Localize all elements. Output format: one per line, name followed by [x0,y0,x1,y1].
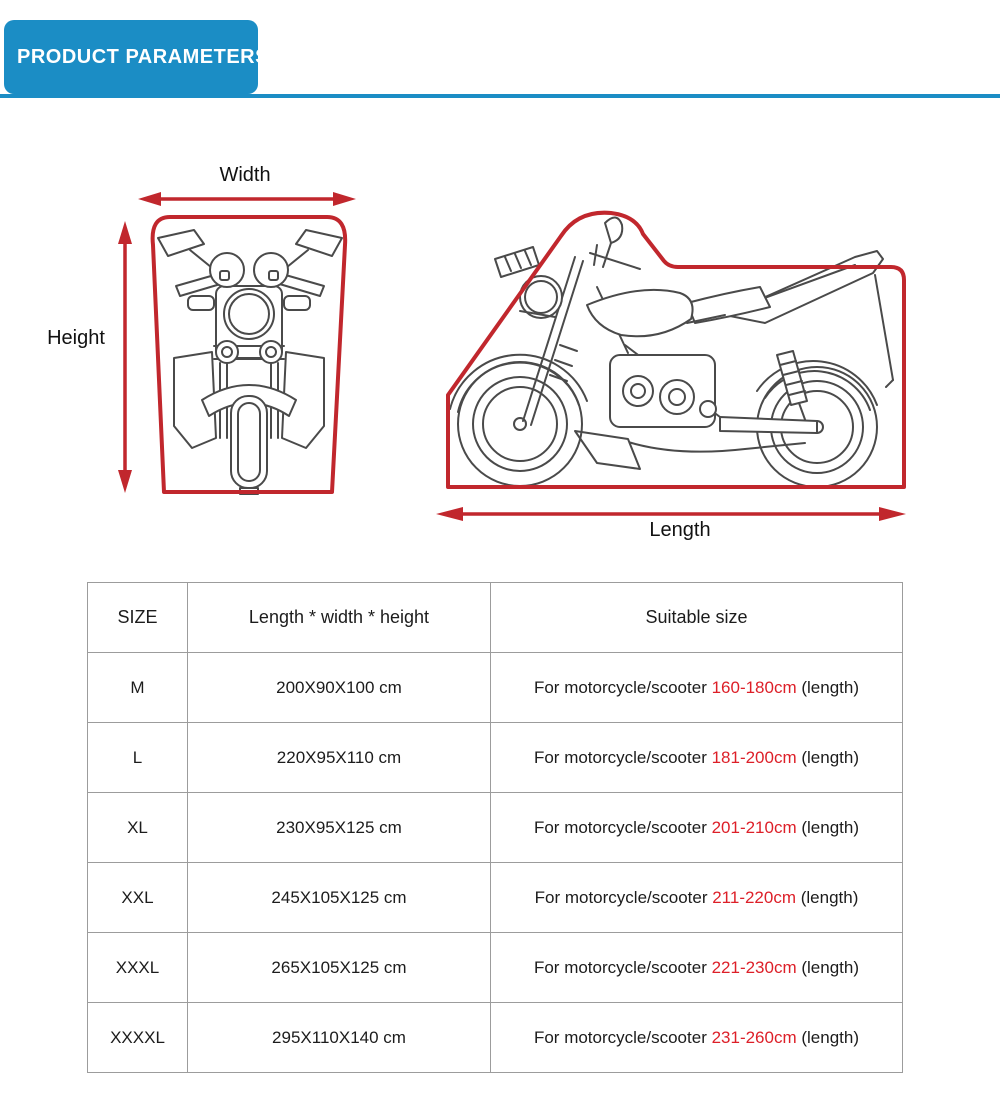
suitable-column-header: Suitable size [491,583,903,653]
length-label: Length [649,519,711,541]
suitable-prefix: For motorcycle/scooter [533,957,712,977]
motorcycle-front-icon [130,200,370,500]
table-row [88,723,903,793]
dimensions-cell: 220X95X110 cm [188,723,491,793]
suitable-suffix: (length) [796,1027,860,1047]
suitable-range: 181-200cm [711,747,797,767]
suitable-size-cell [491,933,903,1003]
table-header-row [88,583,903,653]
suitable-range: 231-260cm [711,1027,797,1047]
suitable-suffix: (length) [796,677,860,697]
height-label: Height [47,327,105,349]
dimensions-cell: 265X105X125 cm [188,933,491,1003]
size-cell: XXXL [88,933,188,1003]
table-row [88,793,903,863]
suitable-suffix: (length) [796,957,860,977]
suitable-range: 221-230cm [711,957,797,977]
dimensions-cell: 245X105X125 cm [188,863,491,933]
dimensions-cell: 200X90X100 cm [188,653,491,723]
size-cell: XL [88,793,188,863]
length-arrow-icon [436,505,906,523]
suitable-range: 211-220cm [712,887,797,907]
suitable-prefix: For motorcycle/scooter [534,887,713,907]
table-row [88,863,903,933]
table-row [88,653,903,723]
size-cell: M [88,653,188,723]
suitable-size-cell [491,653,903,723]
section-title-tab [4,20,269,94]
suitable-prefix: For motorcycle/scooter [533,677,712,697]
suitable-prefix: For motorcycle/scooter [533,1027,712,1047]
header-underline [0,94,1000,98]
section-title: PRODUCT PARAMETERS [17,45,269,68]
size-cell: XXXXL [88,1003,188,1073]
dimensions-column-header: Length * width * height [188,583,491,653]
motorcycle-side-icon [425,195,920,500]
size-cell: L [88,723,188,793]
suitable-suffix: (length) [796,887,859,907]
suitable-size-cell [491,723,903,793]
suitable-suffix: (length) [796,747,860,767]
table-row [88,933,903,1003]
suitable-size-cell [491,793,903,863]
size-column-header: SIZE [88,583,188,653]
table-row [88,1003,903,1073]
suitable-size-cell [491,1003,903,1073]
suitable-prefix: For motorcycle/scooter [533,747,712,767]
size-table-body [88,653,903,1073]
dimensions-cell: 230X95X125 cm [188,793,491,863]
suitable-suffix: (length) [796,817,860,837]
suitable-size-cell [491,863,903,933]
suitable-range: 201-210cm [711,817,797,837]
size-cell: XXL [88,863,188,933]
suitable-prefix: For motorcycle/scooter [533,817,712,837]
size-table [87,582,903,1073]
suitable-range: 160-180cm [711,677,797,697]
width-label: Width [219,164,271,186]
dimensions-cell: 295X110X140 cm [188,1003,491,1073]
